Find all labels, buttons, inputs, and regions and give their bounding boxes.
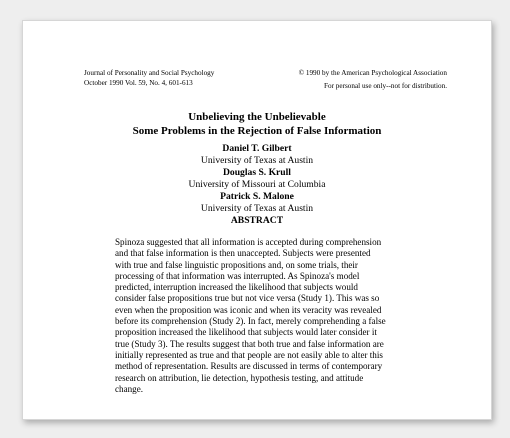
document-page (22, 20, 492, 420)
abstract-line: processing of that information was interrupted. As Spinoza's model (115, 270, 360, 281)
abstract-line: before its comprehension (Study 2). In fact, merely comprehending a false (115, 316, 386, 327)
journal-name: Journal of Personality and Social Psychology (84, 69, 215, 77)
abstract-line: consider false propositions true but not vice versa (Study 1). This was so (115, 293, 380, 304)
author-block (23, 143, 491, 227)
copyright-text: © 1990 by the American Psychological Association (298, 69, 447, 77)
abstract-line: proposition increased the likelihood that subjects would later consider it (115, 327, 377, 338)
abstract-line: even when the proposition was iconic and when its veracity was revealed (115, 304, 382, 315)
abstract-line: initially represented as true and that people are not easily able to alter this (115, 349, 383, 360)
abstract-line: and that false information is then unaccepted. Subjects were presented (115, 248, 371, 259)
abstract-line: with true and false linguistic propositions and, on some trials, their (115, 259, 358, 270)
abstract-line: Spinoza suggested that all information is accepted during comprehension (115, 237, 382, 247)
abstract-heading: ABSTRACT (230, 215, 284, 226)
author-affiliation: University of Texas at Austin (200, 155, 314, 166)
journal-citation (84, 68, 214, 88)
author-name: Daniel T. Gilbert (222, 143, 292, 154)
abstract-line: change. (115, 383, 144, 394)
title-line-2: Some Problems in the Rejection of False Information (132, 125, 382, 137)
abstract-body (115, 237, 413, 395)
abstract-line: true (Study 3). The results suggest that both true and false information are (115, 338, 384, 349)
author-affiliation: University of Texas at Austin (200, 203, 314, 214)
abstract-line: method of representation. Results are discussed in terms of contemporary (115, 361, 383, 372)
usage-note: For personal use only--not for distribution. (324, 82, 447, 90)
journal-issue: October 1990 Vol. 59, No. 4, 601-613 (84, 79, 193, 87)
copyright-notice (299, 68, 447, 91)
paper-title (23, 110, 491, 138)
abstract-line: research on attribution, lie detection, hypothesis testing, and attitude (115, 372, 364, 383)
author-affiliation: University of Missouri at Columbia (188, 179, 326, 190)
author-name: Douglas S. Krull (223, 167, 291, 178)
title-line-1: Unbelieving the Unbelievable (188, 111, 326, 123)
abstract-line: predicted, interruption increased the likelihood that subjects would (115, 282, 358, 293)
author-name: Patrick S. Malone (220, 191, 294, 202)
